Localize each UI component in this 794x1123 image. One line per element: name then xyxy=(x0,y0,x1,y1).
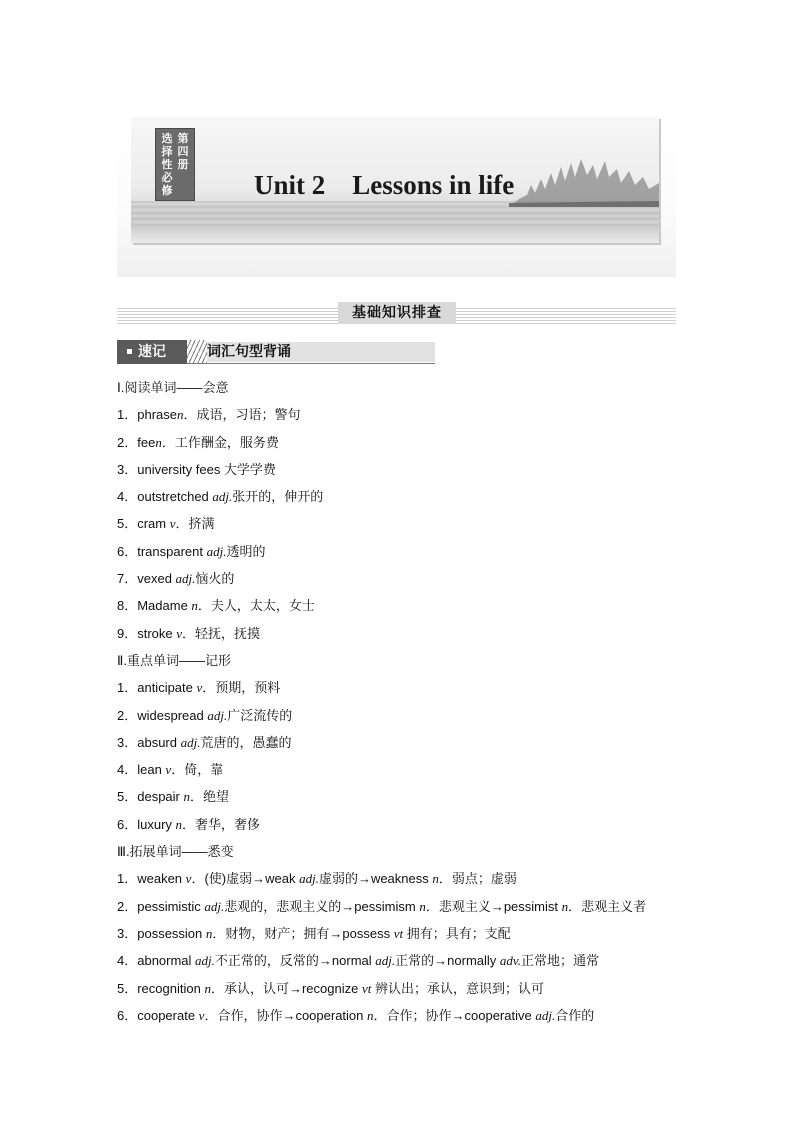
item-text: 8．Madame xyxy=(117,598,192,614)
part-of-speech: adj. xyxy=(535,1007,556,1023)
part-of-speech: v xyxy=(169,516,176,532)
item-text: 5．despair xyxy=(117,789,184,805)
list-item xyxy=(117,456,687,483)
item-text: 2．widespread xyxy=(117,707,208,723)
section-title: 基础知识排查 xyxy=(338,302,456,324)
tree-silhouette-icon xyxy=(509,155,659,207)
badge-char: 性 xyxy=(161,158,173,171)
badge-char: 修 xyxy=(161,184,173,197)
tag-light-label: 词汇句型背诵 xyxy=(207,342,435,362)
part-of-speech: adj. xyxy=(206,543,227,559)
badge-char: 择 xyxy=(161,145,173,158)
list-item xyxy=(117,783,687,810)
section-heading: Ⅰ.阅读单词——会意 xyxy=(117,380,229,395)
item-text: ．财物，财产；拥有→possess xyxy=(212,925,394,941)
part-of-speech: n xyxy=(561,898,569,914)
item-text: ．成语，习语；警句 xyxy=(183,407,301,423)
list-item xyxy=(117,401,687,428)
list-item xyxy=(117,565,687,592)
list-item xyxy=(117,975,687,1002)
item-text: 恼火的 xyxy=(195,571,235,587)
part-of-speech: adj. xyxy=(207,707,228,723)
list-item xyxy=(117,947,687,974)
part-of-speech: n xyxy=(155,434,162,450)
part-of-speech: vt xyxy=(361,980,372,996)
part-of-speech: n xyxy=(205,925,213,941)
badge-course-text xyxy=(159,132,175,197)
part-of-speech: n xyxy=(204,980,211,996)
badge-char: 选 xyxy=(161,132,173,145)
item-text: 7．vexed xyxy=(117,571,176,587)
part-of-speech: n xyxy=(175,816,183,832)
memorize-tag xyxy=(117,340,435,364)
part-of-speech: n xyxy=(432,871,439,887)
part-of-speech: n xyxy=(367,1007,374,1023)
list-item xyxy=(117,865,687,892)
item-text: 正常地；通常 xyxy=(520,953,599,969)
list-item xyxy=(117,756,687,783)
item-text: 5．cram xyxy=(117,516,170,532)
item-text: ．预期，预料 xyxy=(202,680,281,696)
part-of-speech: adv. xyxy=(499,953,521,969)
item-text: 5．recognition xyxy=(117,980,205,996)
item-text: 6．transparent xyxy=(117,543,207,559)
item-text: 1．phrase xyxy=(117,407,177,423)
section-heading: Ⅱ.重点单词——记形 xyxy=(117,652,232,668)
item-text: ．合作，协作→cooperation xyxy=(204,1007,368,1023)
item-text: ．轻抚，抚摸 xyxy=(182,625,261,641)
item-text: 9．stroke xyxy=(117,625,177,641)
item-text: 3．university fees 大学学费 xyxy=(117,461,276,477)
item-text: 3．absurd xyxy=(117,734,181,750)
item-text: ．夫人，太太，女士 xyxy=(197,598,315,614)
item-text: 正常的→normally xyxy=(395,953,500,969)
badge-char: 第 xyxy=(177,132,189,145)
badge-char: 册 xyxy=(177,158,189,171)
item-text: ．弱点；虚弱 xyxy=(438,871,517,887)
item-text: 4．outstretched xyxy=(117,489,213,505)
volume-badge xyxy=(155,128,195,201)
part-of-speech: n xyxy=(176,407,184,423)
item-text: 拥有；具有；支配 xyxy=(403,925,511,941)
list-item xyxy=(117,811,687,838)
item-text: 6．luxury xyxy=(117,816,176,832)
item-text: ．合作；协作→cooperative xyxy=(373,1007,536,1023)
item-text: ．承认，认可→recognize xyxy=(210,980,362,996)
part-of-speech: n xyxy=(191,598,198,614)
item-text: 1．weaken xyxy=(117,871,186,887)
item-text: 2．pessimistic xyxy=(117,898,205,914)
part-of-speech: v xyxy=(185,871,192,887)
badge-volume-text xyxy=(175,132,191,171)
list-item xyxy=(117,429,687,456)
list-item xyxy=(117,893,687,920)
item-text: 虚弱的→weakness xyxy=(318,871,433,887)
list-item xyxy=(117,510,687,537)
tag-dark-label: 速记 xyxy=(138,344,166,360)
item-text: 张开的，伸开的 xyxy=(232,489,324,505)
item-text: 合作的 xyxy=(555,1007,595,1023)
list-item xyxy=(117,729,687,756)
tag-underline xyxy=(187,363,435,364)
item-text: ．挤满 xyxy=(175,516,215,532)
tag-dark xyxy=(117,340,187,364)
item-text: 2．fee xyxy=(117,434,156,450)
part-of-speech: adj. xyxy=(175,571,196,587)
item-text: 悲观的，悲观主义的→pessimism xyxy=(224,898,420,914)
list-item xyxy=(117,702,687,729)
list-item xyxy=(117,538,687,565)
list-item xyxy=(117,483,687,510)
part-of-speech: adj. xyxy=(180,734,201,750)
square-bullet-icon xyxy=(127,349,132,354)
slash-decoration xyxy=(187,340,207,364)
item-text: ．奢华，奢侈 xyxy=(182,816,261,832)
list-item xyxy=(117,1002,687,1029)
item-text: 透明的 xyxy=(226,543,266,559)
part-of-speech: adj. xyxy=(195,953,215,969)
part-of-speech: adj. xyxy=(299,871,319,887)
part-of-speech: adj. xyxy=(204,898,225,914)
part-of-speech: vt xyxy=(393,925,404,941)
item-text: ．绝望 xyxy=(189,789,229,805)
list-item xyxy=(117,674,687,701)
part-of-speech: v xyxy=(165,762,172,778)
list-item xyxy=(117,920,687,947)
item-text: ．倚，靠 xyxy=(171,762,224,778)
item-text: 6．cooperate xyxy=(117,1007,199,1023)
part-of-speech: adj. xyxy=(212,489,233,505)
list-item xyxy=(117,592,687,619)
part-of-speech: v xyxy=(196,680,203,696)
vocabulary-list xyxy=(117,374,687,1029)
part-of-speech: adj. xyxy=(375,953,396,969)
part-of-speech: n xyxy=(419,898,426,914)
item-text: 荒唐的，愚蠢的 xyxy=(200,734,292,750)
item-text: 4．lean xyxy=(117,762,166,778)
unit-title: Unit 2 Lessons in life xyxy=(254,170,515,200)
item-text: ．悲观主义→pessimist xyxy=(425,898,562,914)
item-text: ．工作酬金，服务费 xyxy=(161,434,279,450)
item-text: 辨认出；承认，意识到；认可 xyxy=(371,980,544,996)
part-of-speech: v xyxy=(176,625,183,641)
item-text: 1．anticipate xyxy=(117,680,197,696)
item-text: 不正常的，反常的→normal xyxy=(214,953,376,969)
item-text: 广泛流传的 xyxy=(227,707,293,723)
item-text: ．悲观主义者 xyxy=(568,898,647,914)
item-text: 4．abnormal xyxy=(117,953,196,969)
shoreline xyxy=(131,227,659,243)
part-of-speech: n xyxy=(183,789,190,805)
badge-char: 必 xyxy=(161,171,173,184)
section-heading: Ⅲ.拓展单词——悉变 xyxy=(117,844,234,860)
item-text: ．(使)虚弱→weak xyxy=(191,871,300,887)
badge-char: 四 xyxy=(177,145,189,158)
part-of-speech: v xyxy=(198,1007,205,1023)
list-item xyxy=(117,620,687,647)
item-text: 3．possession xyxy=(117,925,206,941)
